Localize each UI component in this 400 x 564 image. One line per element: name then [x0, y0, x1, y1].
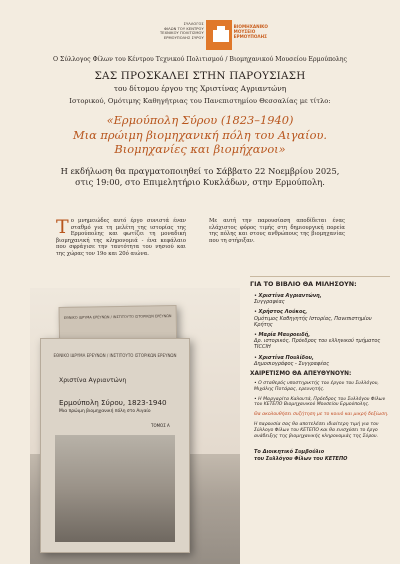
book-volume-a [40, 338, 190, 553]
book-cover-subtitle: Μια πρώιμη βιομηχανική πόλη στο Αιγαίο [59, 409, 151, 414]
event-place-line: στις 19:00, στο Επιμελητήριο Κυκλάδων, στην Ερμούπολη. [75, 177, 325, 187]
book-cover-image [30, 288, 240, 564]
book-series: ΕΘΝΙΚΟ ΙΔΡΥΜΑ ΕΡΕΥΝΩΝ / ΙΝΣΤΙΤΟΥΤΟ ΙΣΤΟΡΙΚΩΝ ΕΡΕΥΝΩΝ [63, 314, 172, 320]
speaker-name: Χριστίνα Πουλίδου, [258, 354, 314, 361]
speaker-role: Συγγραφέας [254, 299, 285, 306]
description-left [56, 218, 186, 258]
title-line: Βιομηχανίες και βιομήχανοι» [114, 142, 286, 156]
book-title-block [18, 113, 382, 157]
society-line: ΣΥΛΛΟΓΟΣ [183, 22, 204, 26]
event-date-line: Η εκδήλωση θα πραγματοποιηθεί το Σάββατο 22 Νοεμβρίου 2025, [60, 166, 340, 176]
society-line: ΦΙΛΩΝ ΤΟΥ ΚΕΝΤΡΟΥ [164, 26, 204, 31]
intro-line: Ο Σύλλογος Φίλων του Κέντρου Τεχνικού Πολιτισμού / Βιομηχανικού Μουσείου Ερμούπολης [53, 56, 347, 63]
author-intro-line: Ιστορικού, Ομότιμης Καθηγήτριας του Πανεπιστημίου Θεσσαλίας με τίτλο: [69, 97, 331, 105]
speakers-panel [250, 280, 390, 462]
speaker-role: Δρ. ιστορικός, Πρόεδρος του ελληνικού τμήματος TICCIH [254, 338, 381, 351]
speaker-item: • Χριστίνα Πουλίδου, Δημοσιογράφος - Συγγραφέας [254, 354, 330, 367]
speaker-name: Μαρία Μαυροειδή, [258, 332, 311, 339]
invitation-heading: ΣΑΣ ΠΡΟΣΚΑΛΕΙ ΣΤΗΝ ΠΑΡΟΥΣΙΑΣΗ [94, 70, 306, 82]
description-right: Με αυτή την παρουσίαση αποδίδεται ένας ελάχιστος φόρος τιμής στη δημιουργική πορεία της πόλης και στους ανθρώπους της βιομηχανίας που τη στήριξαν. [209, 218, 345, 244]
closing-text: Η παρουσία σας θα αποτελέσει ιδιαίτερη τιμή για τον Σύλλογο Φίλων του ΚΕΤΕΠΟ και θα ενισχύσει το έργο ανάδειξης της βιομηχανικής κληρονομιάς της Σύρου. [254, 422, 379, 439]
description-left-text: ο μνημειώδες αυτό έργο συνιστά έναν σταθμό για τη μελέτη της ιστορίας της Ερμούπολης και φωτίζει τη μοναδική βιομηχανική της κληρονομιά - ένα κεφάλαιο που σφράγισε την ταυτότητα του νησιού και της χώρας τον 19ο και 20ό αιώνα. [56, 218, 186, 257]
book-volume-label: ΤΟΜΟΣ Α [151, 423, 170, 428]
museum-logo-icon [206, 20, 232, 50]
greeting-text: Η Μαργαρίτα Καλουτά, Πρόεδρος του Συλλόγου Φίλων του ΚΕΤΕΠΟ Βιομηχανικού Μουσείου Ερμούπολης. [254, 396, 386, 408]
title-line: «Ερμούπολη Σύρου (1823–1940) [106, 113, 294, 127]
society-line: ΤΕΧΝΙΚΟΥ ΠΟΛΙΤΙΣΜΟΥ [159, 31, 204, 36]
book-cover-photo [55, 435, 175, 542]
museum-line: ΜΟΥΣΕΙΟ [233, 29, 256, 34]
museum-line: ΒΙΟΜΗΧΑΝΙΚΟ [233, 24, 268, 29]
speaker-item: • Χριστίνα Αγριαντώνη, Συγγραφέας [254, 293, 322, 306]
speaker-item: • Μαρία Μαυροειδή, Δρ. ιστορικός, Πρόεδρος του ελληνικού τμήματος TICCIH [254, 332, 381, 351]
drop-cap: Τ [56, 216, 69, 238]
greetings-heading: ΧΑΙΡΕΤΙΣΜΟ ΘΑ ΑΠΕΥΘΥΝΟΥΝ: [250, 371, 352, 378]
speaker-role: Δημοσιογράφος - Συγγραφέας [254, 360, 330, 367]
speaker-name: Χριστίνα Αγριαντώνη, [258, 293, 322, 299]
museum-line: ΕΡΜΟΥΠΟΛΗΣ [233, 34, 268, 39]
signature-line: του Συλλόγου Φίλων του ΚΕΤΕΠΟ [254, 455, 348, 462]
book-series: ΕΘΝΙΚΟ ΙΔΡΥΜΑ ΕΡΕΥΝΩΝ / ΙΝΣΤΙΤΟΥΤΟ ΙΣΤΟΡΙΚΩΝ ΕΡΕΥΝΩΝ [53, 353, 177, 358]
speaker-item: • Χρήστος Λούκος, Ομότιμος Καθηγητής Ιστορίας, Πανεπιστημίου Κρήτης [254, 309, 372, 328]
society-logo-text [158, 18, 206, 56]
book-cover-title: Ερμούπολη Σύρου, 1823-1940 [59, 398, 167, 407]
panel-divider [250, 276, 390, 277]
speakers-heading: ΓΙΑ ΤΟ ΒΙΒΛΙΟ ΘΑ ΜΙΛΗΣΟΥΝ: [250, 280, 357, 288]
signature [254, 449, 390, 461]
book-author: Χριστίνα Αγριαντώνη [59, 377, 127, 384]
society-line: ΕΡΜΟΥΠΟΛΗΣ ΣΥΡΟΥ [163, 35, 204, 40]
event-details [18, 166, 382, 188]
signature-line: Το Διοικητικό Συμβούλιο [254, 449, 325, 456]
speaker-name: Χρήστος Λούκος, [258, 309, 308, 316]
speaker-role: Ομότιμος Καθηγητής Ιστορίας, Πανεπιστημίου Κρήτης [254, 315, 372, 328]
greeting-item: • Ο σταθερός υποστηρικτής του έργου του Συλλόγου, Μιχάλης Ποτάρας, ερευνητής. [254, 381, 379, 392]
greeting-text: Ο σταθερός υποστηρικτής του έργου του Συλλόγου, Μιχάλης Ποτάρας, ερευνητής. [254, 381, 379, 392]
work-line: του δίτομου έργου της Χριστίνας Αγριαντώνη [113, 84, 287, 93]
greeting-item: • Η Μαργαρίτα Καλουτά, Πρόεδρος του Συλλόγου Φίλων του ΚΕΤΕΠΟ Βιομηχανικού Μουσείου Ερμούπολης. [254, 396, 386, 408]
header-logos [158, 18, 268, 56]
museum-logo-text [232, 18, 268, 56]
title-line: Μια πρώιμη βιομηχανική πόλη του Αιγαίου. [72, 127, 328, 142]
reception-note: Θα ακολουθήσει συζήτηση με το κοινό και μικρή δεξίωση. [254, 412, 389, 418]
